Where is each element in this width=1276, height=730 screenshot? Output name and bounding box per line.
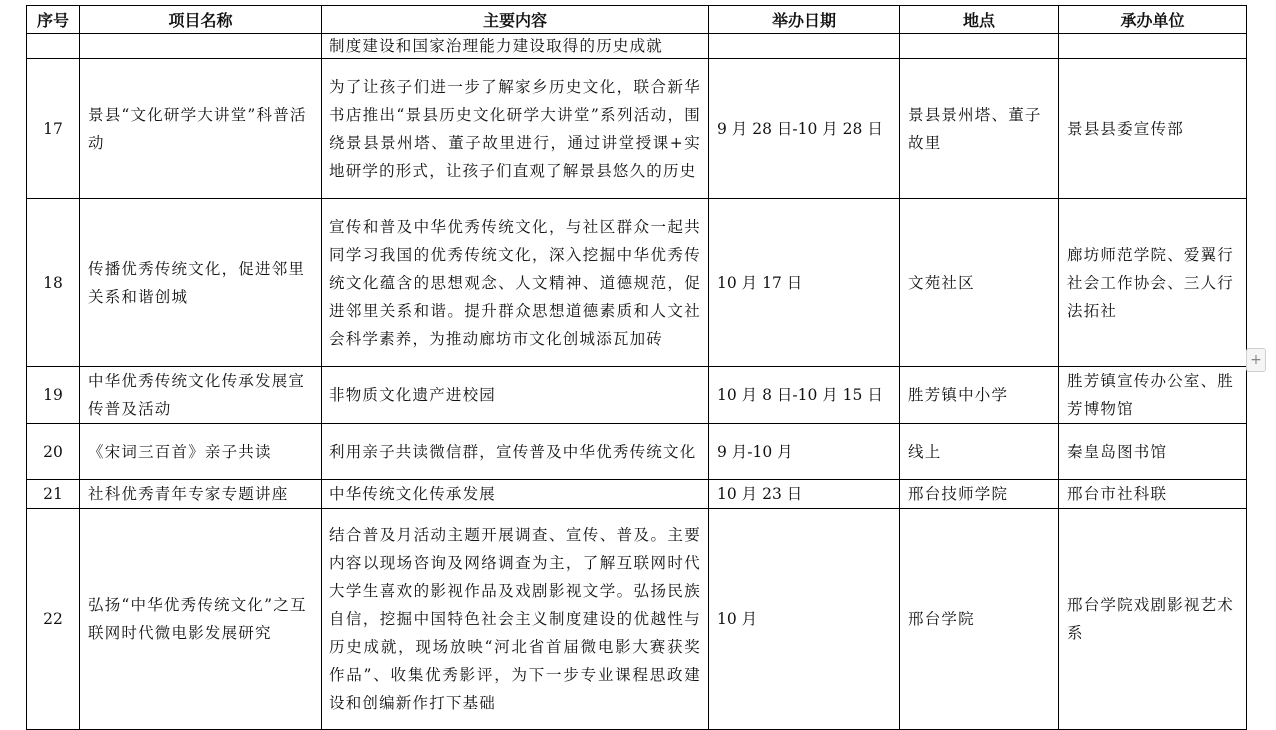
header-organizer: 承办单位 xyxy=(1059,6,1247,34)
organizer-cell: 胜芳镇宣传办公室、胜芳博物馆 xyxy=(1059,367,1247,424)
place-cell: 胜芳镇中小学 xyxy=(900,367,1059,424)
table-row xyxy=(27,509,1247,730)
name-cell xyxy=(80,34,322,59)
content-cell: 利用亲子共读微信群，宣传普及中华优秀传统文化 xyxy=(322,424,709,480)
name-cell: 传播优秀传统文化，促进邻里关系和谐创城 xyxy=(80,199,322,367)
plus-icon: + xyxy=(1250,352,1262,368)
content-cell: 宣传和普及中华优秀传统文化，与社区群众一起共同学习我国的优秀传统文化，深入挖掘中华优秀传统文化蕴含的思想观念、人文精神、道德规范，促进邻里关系和谐。提升群众思想道德素质和人文社会科学素养，为推动廊坊市文化创城添瓦加砖 xyxy=(322,199,709,367)
place-cell: 景县景州塔、董子故里 xyxy=(900,59,1059,199)
table-row xyxy=(27,199,1247,367)
name-cell: 《宋词三百首》亲子共读 xyxy=(80,424,322,480)
organizer-cell: 邢台学院戏剧影视艺术系 xyxy=(1059,509,1247,730)
content-cell: 结合普及月活动主题开展调查、宣传、普及。主要内容以现场咨询及网络调查为主，了解互联网时代大学生喜欢的影视作品及戏剧影视文学。弘扬民族自信，挖掘中国特色社会主义制度建设的优越性与历史成就，现场放映“河北省首届微电影大赛获奖作品”、收集优秀影评，为下一步专业课程思政建设和创编新作打下基础 xyxy=(322,509,709,730)
header-date: 举办日期 xyxy=(709,6,900,34)
place-cell: 邢台学院 xyxy=(900,509,1059,730)
name-cell: 弘扬“中华优秀传统文化”之互联网时代微电影发展研究 xyxy=(80,509,322,730)
name-cell: 中华优秀传统文化传承发展宣传普及活动 xyxy=(80,367,322,424)
table-row-continuation xyxy=(27,34,1247,59)
date-cell: 9 月 28 日-10 月 28 日 xyxy=(709,59,900,199)
content-cell: 制度建设和国家治理能力建设取得的历史成就 xyxy=(322,34,709,59)
place-cell: 文苑社区 xyxy=(900,199,1059,367)
date-cell: 10 月 xyxy=(709,509,900,730)
table-row xyxy=(27,480,1247,509)
name-cell: 社科优秀青年专家专题讲座 xyxy=(80,480,322,509)
date-cell: 10 月 8 日-10 月 15 日 xyxy=(709,367,900,424)
seq-cell: 18 xyxy=(27,199,80,367)
place-cell: 邢台技师学院 xyxy=(900,480,1059,509)
name-cell: 景县“文化研学大讲堂”科普活动 xyxy=(80,59,322,199)
seq-cell: 20 xyxy=(27,424,80,480)
expand-table-button[interactable] xyxy=(1246,348,1266,372)
organizer-cell xyxy=(1059,34,1247,59)
date-cell: 10 月 23 日 xyxy=(709,480,900,509)
organizer-cell: 景县县委宣传部 xyxy=(1059,59,1247,199)
organizer-cell: 邢台市社科联 xyxy=(1059,480,1247,509)
place-cell xyxy=(900,34,1059,59)
header-content: 主要内容 xyxy=(322,6,709,34)
header-seq: 序号 xyxy=(27,6,80,34)
content-cell: 为了让孩子们进一步了解家乡历史文化，联合新华书店推出“景县历史文化研学大讲堂”系列活动，围绕景县景州塔、董子故里进行，通过讲堂授课+实地研学的形式，让孩子们直观了解景县悠久的历史 xyxy=(322,59,709,199)
activity-table xyxy=(26,5,1247,730)
date-cell xyxy=(709,34,900,59)
place-cell: 线上 xyxy=(900,424,1059,480)
header-name: 项目名称 xyxy=(80,6,322,34)
header-row xyxy=(27,6,1247,34)
date-cell: 9 月-10 月 xyxy=(709,424,900,480)
seq-cell: 22 xyxy=(27,509,80,730)
seq-cell: 17 xyxy=(27,59,80,199)
seq-cell: 19 xyxy=(27,367,80,424)
seq-cell xyxy=(27,34,80,59)
date-cell: 10 月 17 日 xyxy=(709,199,900,367)
organizer-cell: 秦皇岛图书馆 xyxy=(1059,424,1247,480)
table-row xyxy=(27,424,1247,480)
header-place: 地点 xyxy=(900,6,1059,34)
table-row xyxy=(27,59,1247,199)
content-cell: 中华传统文化传承发展 xyxy=(322,480,709,509)
seq-cell: 21 xyxy=(27,480,80,509)
organizer-cell: 廊坊师范学院、爱翼行社会工作协会、三人行法拓社 xyxy=(1059,199,1247,367)
content-cell: 非物质文化遗产进校园 xyxy=(322,367,709,424)
document-sheet xyxy=(26,5,1247,730)
table-row xyxy=(27,367,1247,424)
